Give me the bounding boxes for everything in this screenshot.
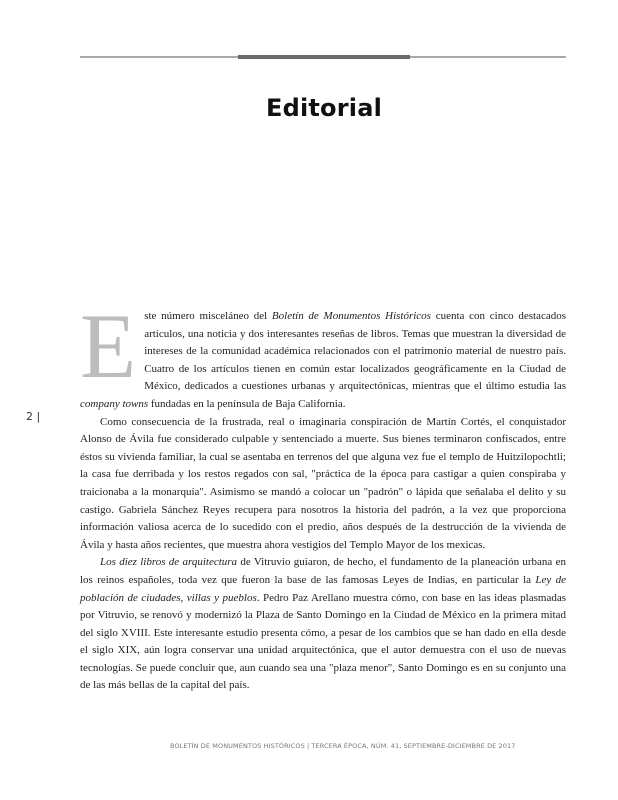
article-body: [80, 295, 566, 695]
paragraph-3: [80, 554, 566, 695]
law-title-italic: Ley de población de ciudades, villas y pueblos: [80, 573, 566, 604]
running-footer: BOLETÍN DE MONUMENTOS HISTÓRICOS | TERCERA ÉPOCA, NÚM. 41, SEPTIEMBRE-DICIEMBRE DE 2017: [170, 742, 516, 750]
page-number: 2 |: [26, 410, 41, 423]
paragraph-1-text: fundadas en la península de Baja California.: [148, 397, 346, 410]
page-title: Editorial: [265, 94, 383, 122]
paragraph-2: Como consecuencia de la frustrada, real o imaginaria conspiración de Martín Cortés, el conquistador Alonso de Ávila fue considerado culpable y sentenciado a muerte. Sus bienes terminaron confiscados, entre éstos su vivienda familiar, la cual se asentaba en terrenos del que alguna vez fue el templo de Huitzilopochtli; la casa fue derribada y los restos regados con sal, "práctica de la época para castigar a quien conspiraba y traicionaba a la monarquía". Asimismo se mandó a colocar un "padrón" o lápida que señalaba el delito y su castigo. Gabriela Sánchez Reyes recupera para nosotros la historia del padrón, a la vez que proporciona información valiosa acerca de lo sucedido con el predio, años después de la destrucción de la vivienda de Ávila y hasta años recientes, que muestra ahora vestigios del Templo Mayor de los mexicas.: [80, 415, 566, 551]
paragraph-1-text: ste número misceláneo del: [144, 310, 272, 322]
header-rule-accent: [238, 55, 410, 59]
company-towns-italic: company towns: [80, 397, 149, 410]
journal-title-italic: Boletín de Monumentos Históricos: [271, 310, 431, 322]
paragraph-3-text: . Pedro Paz Arellano muestra cómo, con base en las ideas plasmadas por Vitruvio, se renovó y modernizó la Plaza de Santo Domingo en la Ciudad de México en la primera mitad del siglo XVIII. Este interesante estudio presenta cómo, a pesar de los cambios que se han dado en ella desde el siglo XIX, aún logra conservar una unidad arquitectónica, que el autor demuestra con el uso de nuevas tecnologías. Se puede concluir que, aun cuando sea una "plaza menor", Santo Domingo es en su conjunto una de las más bellas de la capital del país.: [80, 591, 566, 692]
paragraph-1-text: cuenta con cinco destacados artículos, una noticia y dos interesantes reseñas de libros. Temas que muestran la diversidad de intereses de la comunidad académica relacionados con el patrimonio material de nuestro país. Cuatro de los artículos tienen en común estar localizados geográficamente en la Ciudad de México, dedicados a cuestiones urbanas y arquitectónicas, mientras que el último estudia las: [144, 310, 566, 393]
book-title-italic: Los diez libros de arquitectura: [100, 556, 238, 569]
paragraph-3-text: de Vitruvio guiaron, de hecho, el fundamento de la planeación urbana en los reinos españoles, toda vez que fueron la base de las famosas Leyes de Indias, en particular la: [80, 556, 566, 586]
paragraph-1: [80, 295, 566, 414]
drop-cap: E: [80, 295, 137, 397]
